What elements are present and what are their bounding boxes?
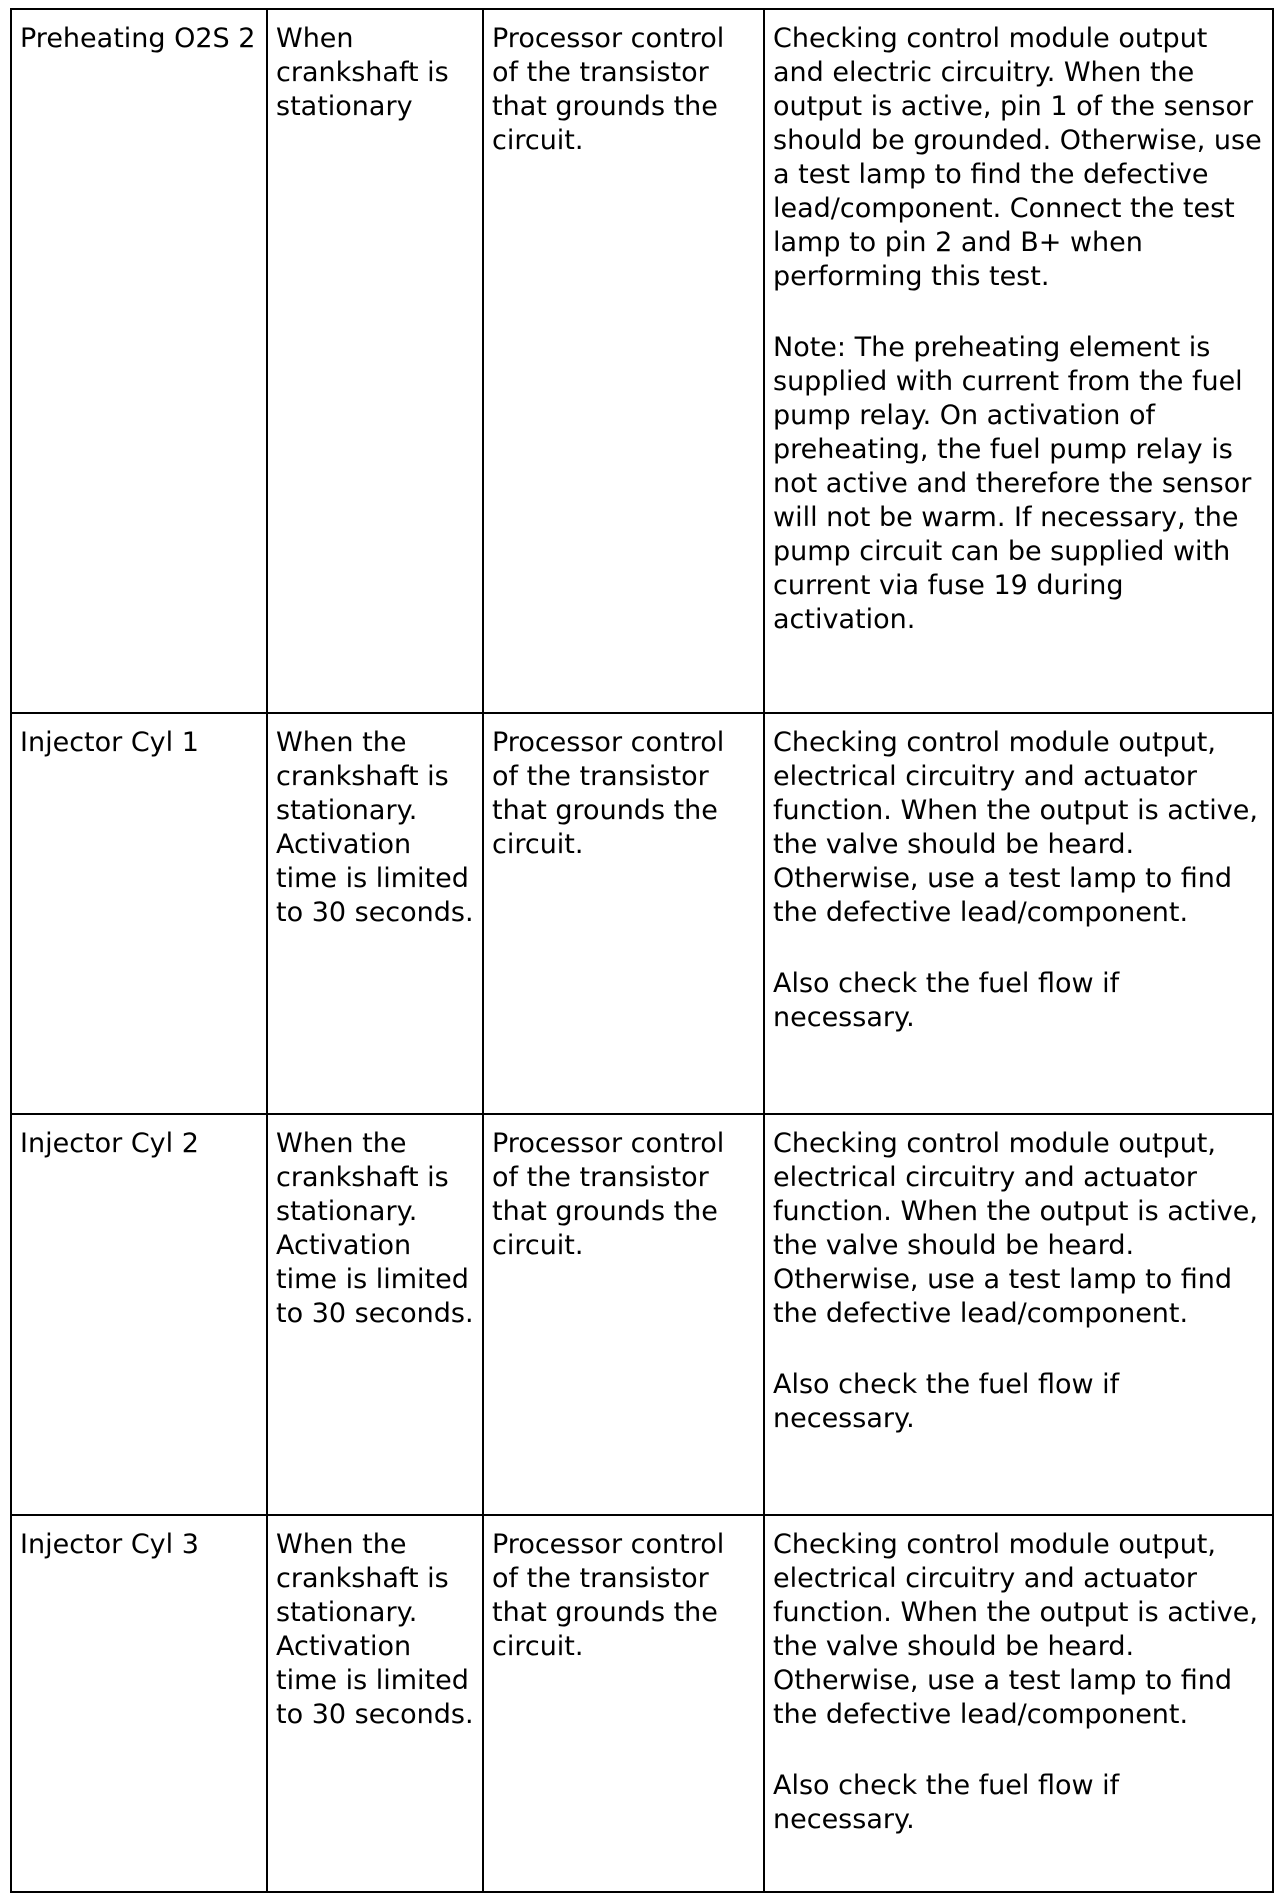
- control-cell: Processor control of the transistor that grounds the circuit.: [483, 9, 764, 713]
- condition-cell: When crankshaft is stationary: [267, 9, 483, 713]
- description-paragraph: Checking control module output and electric circuitry. When the output is active, pin 1 of the sensor should be grounded. Otherwise, use a test lamp to find the defective lead/component. Connect the test lamp to pin 2 and B+ when performing this test.: [773, 23, 1262, 292]
- table-row: [11, 713, 1273, 1114]
- table-row: [11, 1515, 1273, 1892]
- note-paragraph: Also check the fuel flow if necessary.: [773, 968, 1120, 1033]
- description-cell: [764, 1515, 1273, 1892]
- description-paragraph: Checking control module output, electrical circuitry and actuator function. When the output is active, the valve should be heard. Otherwise, use a test lamp to find the defective lead/component.: [773, 1529, 1258, 1730]
- note-paragraph: Note: The preheating element is supplied with current from the fuel pump relay. On activation of preheating, the fuel pump relay is not active and therefore the sensor will not be warm. If necessary, the pump circuit can be supplied with current via fuse 19 during activation.: [773, 332, 1252, 635]
- component-cell: Preheating O2S 2: [11, 9, 267, 713]
- condition-cell: When the crankshaft is stationary. Activation time is limited to 30 seconds.: [267, 713, 483, 1114]
- actuator-test-table: [10, 8, 1274, 1893]
- condition-cell: When the crankshaft is stationary. Activation time is limited to 30 seconds.: [267, 1114, 483, 1515]
- component-cell: Injector Cyl 3: [11, 1515, 267, 1892]
- component-cell: Injector Cyl 2: [11, 1114, 267, 1515]
- control-cell: Processor control of the transistor that grounds the circuit.: [483, 713, 764, 1114]
- description-cell: [764, 9, 1273, 713]
- description-paragraph: Checking control module output, electrical circuitry and actuator function. When the output is active, the valve should be heard. Otherwise, use a test lamp to find the defective lead/component.: [773, 727, 1258, 928]
- description-paragraph: Checking control module output, electrical circuitry and actuator function. When the output is active, the valve should be heard. Otherwise, use a test lamp to find the defective lead/component.: [773, 1128, 1258, 1329]
- table-row: [11, 1114, 1273, 1515]
- component-cell: Injector Cyl 1: [11, 713, 267, 1114]
- note-paragraph: Also check the fuel flow if necessary.: [773, 1770, 1120, 1835]
- description-cell: [764, 1114, 1273, 1515]
- control-cell: Processor control of the transistor that grounds the circuit.: [483, 1515, 764, 1892]
- note-paragraph: Also check the fuel flow if necessary.: [773, 1369, 1120, 1434]
- description-cell: [764, 713, 1273, 1114]
- control-cell: Processor control of the transistor that grounds the circuit.: [483, 1114, 764, 1515]
- condition-cell: When the crankshaft is stationary. Activation time is limited to 30 seconds.: [267, 1515, 483, 1892]
- table-row: [11, 9, 1273, 713]
